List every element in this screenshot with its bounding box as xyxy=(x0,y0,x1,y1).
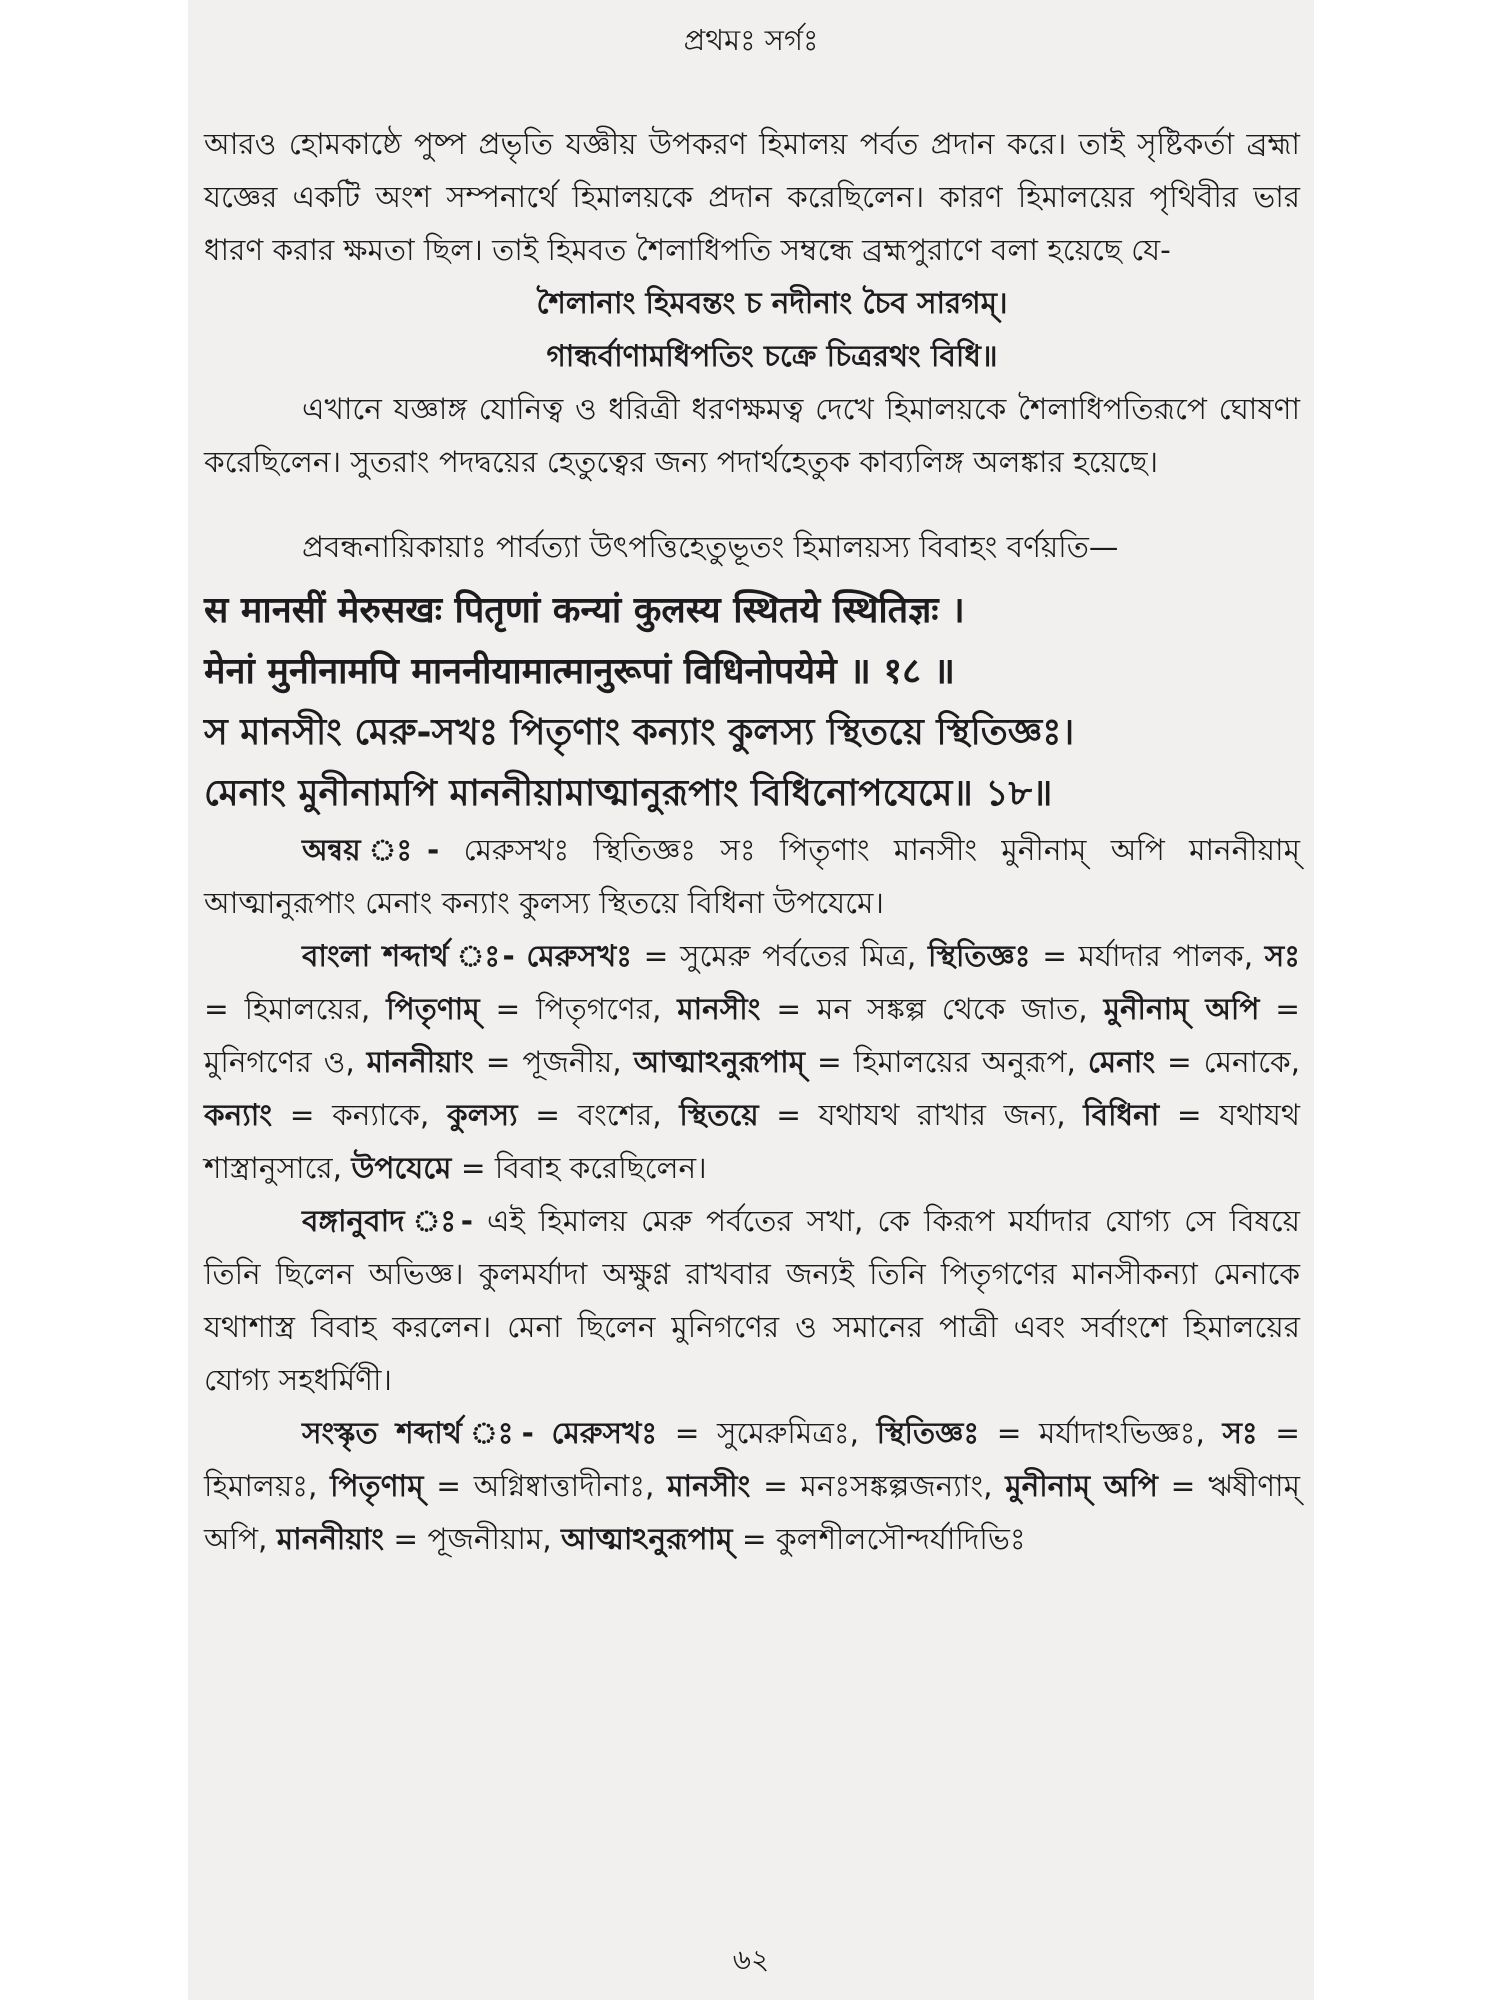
sloka-bengali-line-2: মেনাং মুনীনামপি মাননীয়ামাত্মানুরূপাং বিধিনোপযেমে॥ ১৮॥ xyxy=(204,773,1053,814)
sloka-introduction: প্রবন্ধনায়িকায়াঃ পার্বত্যা উৎপত্তিহেতুভূতং হিমালয়স্য বিবাহং বর্ণয়তি— xyxy=(302,530,1119,564)
glossary-meaning: = মর্যাদার পালক, xyxy=(1030,939,1265,973)
glossary-meaning: = পিতৃগণের, xyxy=(479,992,678,1026)
glossary-term: উপযেমে xyxy=(351,1151,452,1185)
sloka-devanagari-line-2: मेनां मुनीनामपि माननीयामात्मानुरूपां विधिनोपयेमे ॥ १८ ॥ xyxy=(204,651,955,692)
glossary-meaning: = মেনাকে, xyxy=(1155,1045,1300,1079)
glossary-term: মেরুসখঃ xyxy=(526,939,632,973)
banganubad-label: বঙ্গানুবাদ ঃ- xyxy=(302,1204,473,1238)
glossary-term: কন্যাং xyxy=(204,1098,273,1132)
page-body xyxy=(204,118,1300,1566)
glossary-meaning: = পূজনীয়, xyxy=(473,1045,634,1079)
glossary-meaning: = হিমালয়ঃ, xyxy=(204,1416,1300,1503)
glossary-term: মুনীনাম্ অপি xyxy=(1103,992,1260,1026)
glossary-term: আত্মাঽনুরূপাম্ xyxy=(633,1045,806,1079)
glossary-meaning: = যথাযথ রাখার জন্য, xyxy=(758,1098,1084,1132)
glossary-meaning: = বিবাহ করেছিলেন। xyxy=(451,1151,707,1185)
anvaya-label: অন্বয় ঃ- xyxy=(302,833,440,867)
sanskrit-shabdartha-paragraph xyxy=(204,1407,1300,1566)
paragraph-explanation: এখানে যজ্ঞাঙ্গ যোনিত্ব ও ধরিত্রী ধরণক্ষমত্ব দেখে হিমালয়কে শৈলাধিপতিরূপে ঘোষণা করেছিলেন। সুতরাং পদদ্বয়ের হেতুত্বের জন্য পদার্থহেতুক কাব্যলিঙ্গ অলঙ্কার হয়েছে। xyxy=(204,392,1300,479)
sanskrit-shabdartha-label: সংস্কৃত শব্দার্থ ঃ- xyxy=(302,1416,534,1450)
sloka-bengali-line-1: স মানসীং মেরু-সখঃ পিতৃণাং কন্যাং কুলস্য স্থিতয়ে স্থিতিজ্ঞঃ। xyxy=(204,712,1075,753)
glossary-meaning: = কুলশীলসৌন্দর্যাদিভিঃ xyxy=(732,1522,1026,1556)
glossary-meaning: = বংশের, xyxy=(517,1098,680,1132)
quote-verse-line-2: গান্ধর্বাণামধিপতিং চক্রে চিত্ররথং বিধি॥ xyxy=(546,339,998,373)
paragraph-intro: আরও হোমকাষ্ঠে পুষ্প প্রভৃতি যজ্ঞীয় উপকরণ হিমালয় পর্বত প্রদান করে। তাই সৃষ্টিকর্তা ব্রহ্মা যজ্ঞের একটি অংশ সম্পনার্থে হিমালয়কে প্রদান করেছিলেন। কারণ হিমালয়ের পৃথিবীর ভার ধারণ করার ক্ষমতা ছিল। তাই হিমবত শৈলাধিপতি সম্বন্ধে ব্রহ্মপুরাণে বলা হয়েছে যে- xyxy=(204,127,1300,267)
glossary-meaning: = সুমেরুমিত্রঃ, xyxy=(657,1416,877,1450)
bangla-shabdartha-paragraph xyxy=(204,930,1300,1195)
glossary-term: মেনাং xyxy=(1087,1045,1156,1079)
glossary-term: মাননীয়াং xyxy=(366,1045,474,1079)
glossary-term: মেরুসখঃ xyxy=(551,1416,658,1450)
banganubad-paragraph xyxy=(204,1195,1300,1407)
bangla-glossary xyxy=(204,939,1300,1185)
glossary-term: মানসীং xyxy=(677,992,761,1026)
glossary-term: আত্মাঽনুরূপাম্ xyxy=(561,1522,733,1556)
section-gap xyxy=(204,489,1300,521)
glossary-meaning: = পূজনীয়াম, xyxy=(384,1522,562,1556)
glossary-term: স্থিতিজ্ঞঃ xyxy=(876,1416,980,1450)
page-number: ৬২ xyxy=(732,1943,770,1976)
glossary-term: মাননীয়াং xyxy=(276,1522,385,1556)
glossary-term: কুলস্য xyxy=(446,1098,518,1132)
banganubad-text: এই হিমালয় মেরু পর্বতের সখা, কে কিরূপ মর্যাদার যোগ্য সে বিষয়ে তিনি ছিলেন অভিজ্ঞ। কুলমর্যাদা অক্ষুণ্ণ রাখবার জন্যই তিনি পিতৃগণের মানসীকন্যা মেনাকে যথাশাস্ত্র বিবাহ করলেন। মেনা ছিলেন মুনিগণের ও সমানের পাত্রী এবং সর্বাংশে হিমালয়ের যোগ্য সহধর্মিণী। xyxy=(204,1204,1300,1397)
glossary-term: সঃ xyxy=(1222,1416,1258,1450)
glossary-meaning: = অগ্নিষ্বাত্তাদীনাঃ, xyxy=(423,1469,668,1503)
glossary-meaning: = মর্যাদাঽভিজ্ঞঃ, xyxy=(979,1416,1223,1450)
glossary-meaning: = হিমালয়ের অনুরূপ, xyxy=(805,1045,1088,1079)
glossary-term: স্থিতয়ে xyxy=(679,1098,759,1132)
quote-verse-line-1: শৈলানাং হিমবন্তং চ নদীনাং চৈব সারগম্। xyxy=(536,286,1008,320)
anvaya-paragraph xyxy=(204,824,1300,930)
glossary-meaning: = সুমেরু পর্বতের মিত্র, xyxy=(631,939,928,973)
glossary-meaning: = যথাযথ শাস্ত্রানুসারে, xyxy=(204,1098,1300,1185)
glossary-meaning: = মুনিগণের ও, xyxy=(204,992,1300,1079)
glossary-term: স্থিতিজ্ঞঃ xyxy=(928,939,1031,973)
glossary-term: বিধিনা xyxy=(1083,1098,1160,1132)
glossary-meaning: = মনঃসঙ্কল্পজন্যাং, xyxy=(750,1469,1006,1503)
book-page xyxy=(188,0,1314,2000)
anvaya-text: মেরুসখঃ স্থিতিজ্ঞঃ সঃ পিতৃণাং মানসীং মুনীনাম্ অপি মাননীয়াম্ আত্মানুরূপাং মেনাং কন্যাং কুলস্য স্থিতয়ে বিধিনা উপযেমে। xyxy=(204,833,1300,920)
sloka-devanagari-line-1: स मानसीं मेरुसखः पितृणां कन्यां कुलस्य स्थितये स्थितिज्ञः । xyxy=(204,590,965,631)
glossary-meaning: = মন সঙ্কল্প থেকে জাত, xyxy=(760,992,1104,1026)
glossary-term: মানসীং xyxy=(667,1469,751,1503)
glossary-term: মুনীনাম্ অপি xyxy=(1005,1469,1158,1503)
glossary-term: পিতৃণাম্ xyxy=(386,992,480,1026)
glossary-term: পিতৃণাম্ xyxy=(330,1469,424,1503)
glossary-meaning: = হিমালয়ের, xyxy=(204,992,387,1026)
bangla-shabdartha-label: বাংলা শব্দার্থ ঃ- xyxy=(302,939,515,973)
running-header: প্রথমঃ সর্গঃ xyxy=(683,23,819,57)
glossary-term: সঃ xyxy=(1264,939,1300,973)
glossary-meaning: = ঋষীণাম্ অপি, xyxy=(204,1469,1300,1556)
glossary-meaning: = কন্যাকে, xyxy=(272,1098,447,1132)
